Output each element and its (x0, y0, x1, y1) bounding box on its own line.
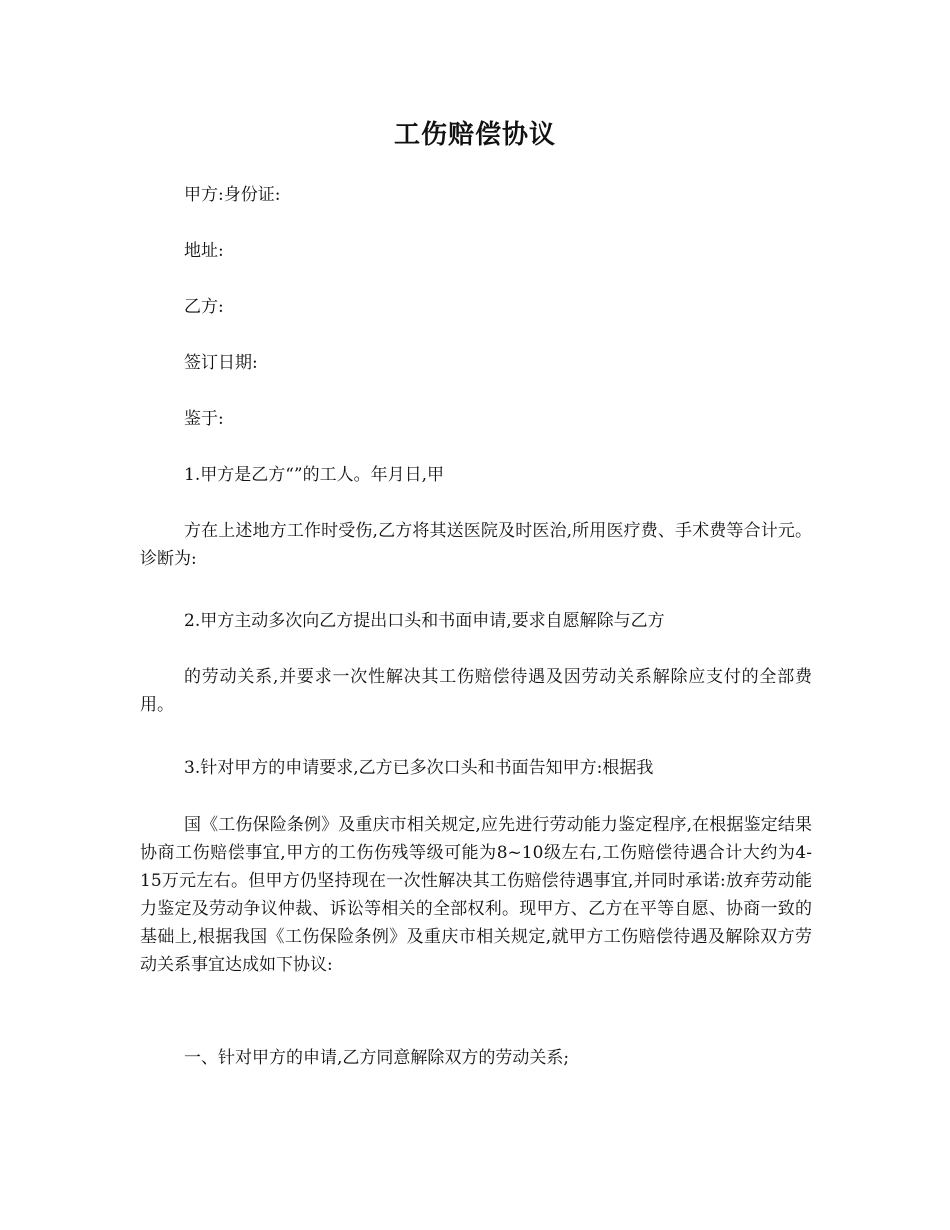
article-1: 一、针对甲方的申请,乙方同意解除双方的劳动关系; (184, 1048, 570, 1068)
field-whereas: 鉴于: (184, 409, 224, 429)
clause-2-body: 的劳动关系,并要求一次性解决其工伤赔偿待遇及因劳动关系解除应支付的全部费用。 (140, 667, 812, 715)
clause-2-head: 2.甲方主动多次向乙方提出口头和书面申请,要求自愿解除与乙方 (184, 611, 665, 631)
field-sign-date: 签订日期: (184, 353, 258, 373)
field-party-b: 乙方: (184, 297, 224, 317)
clause-1-body: 方在上述地方工作时受伤,乙方将其送医院及时医治,所用医疗费、手术费等合计元。诊断为: (140, 521, 812, 569)
field-party-a: 甲方:身份证: (184, 185, 281, 205)
clause-1-head: 1.甲方是乙方“”的工人。年月日,甲 (184, 465, 445, 485)
clause-3-body: 国《工伤保险条例》及重庆市相关规定,应先进行劳动能力鉴定程序,在根据鉴定结果协商工伤赔偿事宜,甲方的工伤伤残等级可能为8~10级左右,工伤赔偿待遇合计大约为4-15万元左右。但甲方仍坚持现在一次性解决其工伤赔偿待遇事宜,并同时承诺:放弃劳动能力鉴定及劳动争议仲裁、诉讼等相关的全部权利。现甲方、乙方在平等自愿、协商一致的基础上,根据我国《工伤保险条例》及重庆市相关规定,就甲方工伤赔偿待遇及解除双方劳动关系事宜达成如下协议: (140, 815, 812, 975)
document-title: 工伤赔偿协议 (393, 120, 556, 150)
clause-3-head: 3.针对甲方的申请要求,乙方已多次口头和书面告知甲方:根据我 (184, 758, 654, 778)
field-address: 地址: (184, 241, 224, 261)
